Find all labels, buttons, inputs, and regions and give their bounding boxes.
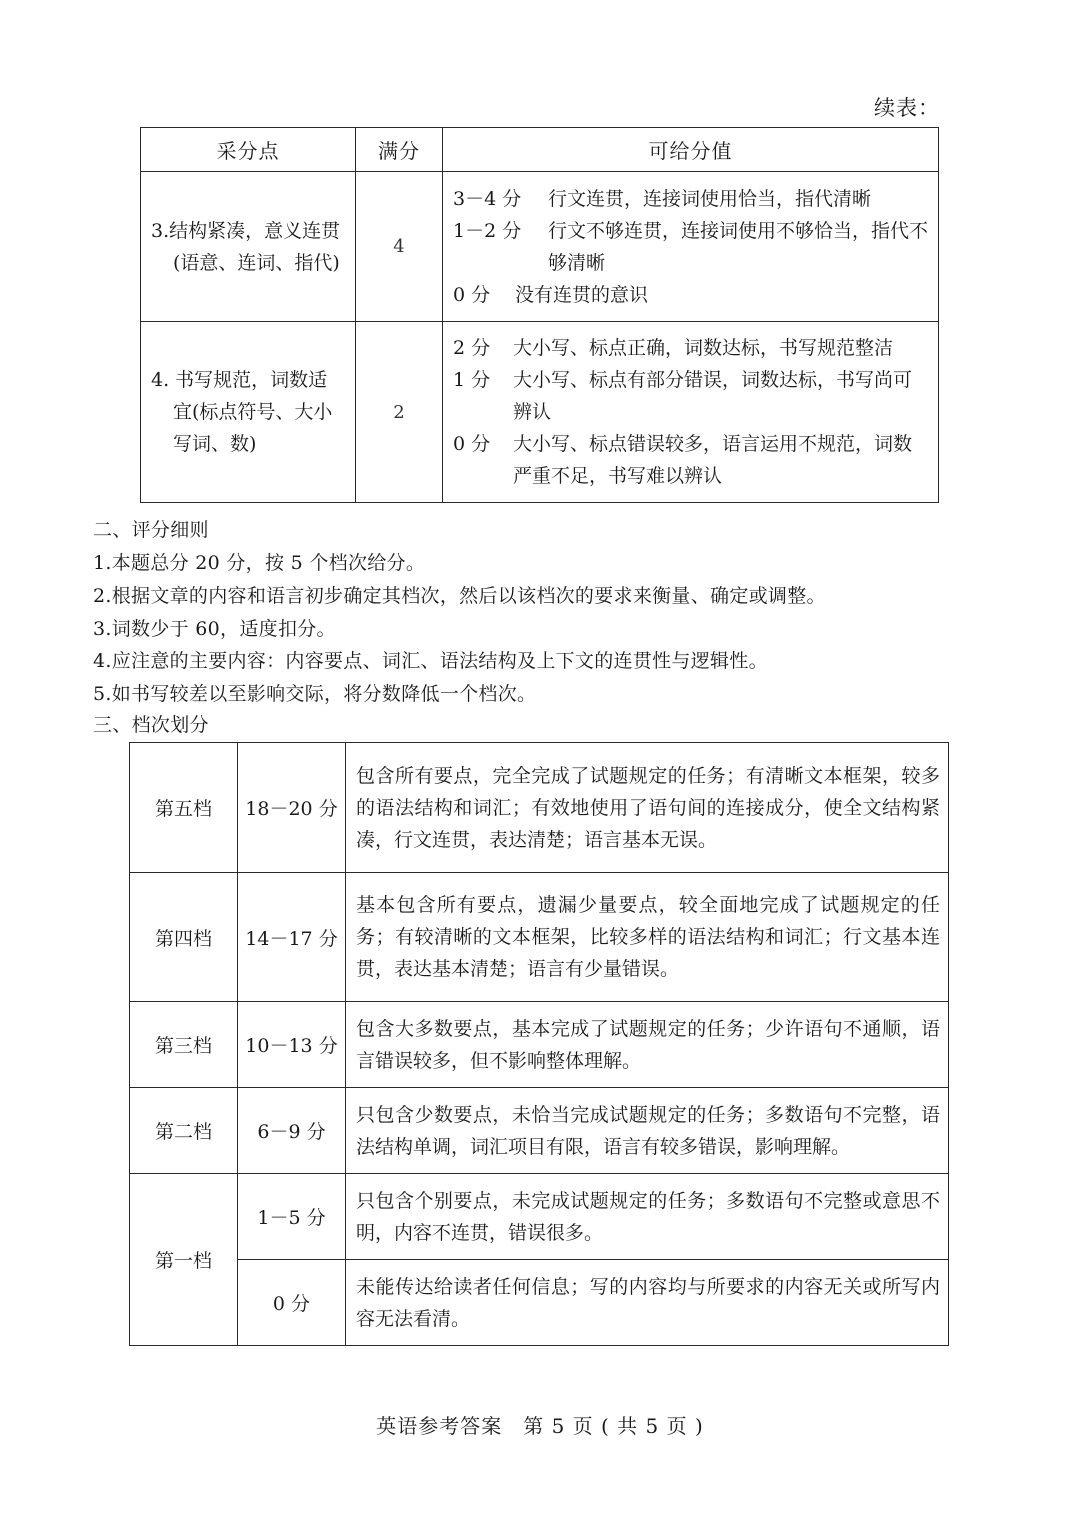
range-cell: 18－20 分 bbox=[238, 743, 346, 873]
full-score-cell: 2 bbox=[356, 322, 443, 503]
score-label: 3－4 分 bbox=[453, 187, 522, 210]
score-text: 行文不够连贯，连接词使用不够恰当，指代不够清晰 bbox=[548, 219, 929, 274]
table-row bbox=[130, 1174, 949, 1260]
scoring-points-table bbox=[140, 127, 939, 503]
score-item bbox=[453, 332, 928, 364]
table-row bbox=[130, 1088, 949, 1174]
score-item bbox=[453, 215, 928, 279]
score-item bbox=[453, 364, 928, 428]
range-cell: 1－5 分 bbox=[238, 1174, 346, 1260]
table-header-row bbox=[141, 128, 939, 172]
table-row bbox=[141, 322, 939, 503]
score-text: 大小写、标点错误较多，语言运用不规范，词数严重不足，书写难以辨认 bbox=[513, 433, 913, 487]
score-text: 行文连贯，连接词使用恰当，指代清晰 bbox=[548, 187, 872, 210]
score-item bbox=[453, 183, 928, 215]
list-item: 5.如书写较差以至影响交际，将分数降低一个档次。 bbox=[93, 683, 537, 705]
level-cell: 第五档 bbox=[130, 743, 238, 873]
table-row bbox=[130, 743, 949, 873]
level-cell: 第三档 bbox=[130, 1002, 238, 1088]
scoring-point-text: 3.结构紧凑，意义连贯(语意、连词、指代) bbox=[151, 219, 341, 274]
table-row bbox=[130, 873, 949, 1002]
list-item: 4.应注意的主要内容：内容要点、词汇、语法结构及上下文的连贯性与逻辑性。 bbox=[93, 650, 768, 672]
list-item: 1.本题总分 20 分，按 5 个档次给分。 bbox=[93, 552, 426, 574]
full-score-cell: 4 bbox=[356, 172, 443, 322]
page-footer: 英语参考答案 第 5 页 ( 共 5 页 ) bbox=[376, 1414, 704, 1438]
score-label: 2 分 bbox=[453, 337, 491, 359]
table-row bbox=[141, 172, 939, 322]
score-values-cell bbox=[443, 172, 939, 322]
range-cell: 14－17 分 bbox=[238, 873, 346, 1002]
score-item bbox=[453, 279, 928, 311]
level-cell: 第一档 bbox=[130, 1174, 238, 1346]
score-label: 0 分 bbox=[453, 283, 491, 306]
description-cell: 基本包含所有要点，遗漏少量要点，较全面地完成了试题规定的任务；有较清晰的文本框架，比较多样的语法结构和词汇；行文基本连贯，表达基本清楚；语言有少量错误。 bbox=[346, 873, 949, 1002]
table-row bbox=[130, 1002, 949, 1088]
scoring-point-cell bbox=[141, 322, 356, 503]
continued-label: 续表： bbox=[874, 96, 940, 120]
range-cell: 6－9 分 bbox=[238, 1088, 346, 1174]
list-item: 3.词数少于 60，适度扣分。 bbox=[93, 618, 336, 640]
description-cell: 包含所有要点，完全完成了试题规定的任务；有清晰文本框架，较多的语法结构和词汇；有效地使用了语句间的连接成分，使全文结构紧凑，行文连贯，表达清楚；语言基本无误。 bbox=[346, 743, 949, 873]
header-score-values: 可给分值 bbox=[443, 128, 939, 172]
range-cell: 10－13 分 bbox=[238, 1002, 346, 1088]
description-cell: 包含大多数要点，基本完成了试题规定的任务；少许语句不通顺，语言错误较多，但不影响整体理解。 bbox=[346, 1002, 949, 1088]
score-item bbox=[453, 428, 928, 492]
score-text: 没有连贯的意识 bbox=[515, 283, 649, 306]
score-label: 1－2 分 bbox=[453, 219, 522, 242]
description-cell: 只包含个别要点，未完成试题规定的任务；多数语句不完整或意思不明，内容不连贯，错误很多。 bbox=[346, 1174, 949, 1260]
score-label: 1 分 bbox=[453, 369, 491, 391]
score-text: 大小写、标点有部分错误，词数达标，书写尚可辨认 bbox=[513, 369, 913, 423]
level-cell: 第四档 bbox=[130, 873, 238, 1002]
level-cell: 第二档 bbox=[130, 1088, 238, 1174]
score-values-cell bbox=[443, 322, 939, 503]
score-text: 大小写、标点正确，词数达标，书写规范整洁 bbox=[513, 337, 894, 359]
scoring-point-text: 4. 书写规范，词数适宜(标点符号、大小写词、数) bbox=[151, 369, 333, 455]
list-item: 2.根据文章的内容和语言初步确定其档次，然后以该档次的要求来衡量、确定或调整。 bbox=[93, 585, 826, 607]
description-cell: 未能传达给读者任何信息；写的内容均与所要求的内容无关或所写内容无法看清。 bbox=[346, 1260, 949, 1346]
section-title: 三、档次划分 bbox=[93, 714, 209, 736]
score-label: 0 分 bbox=[453, 433, 491, 455]
range-cell: 0 分 bbox=[238, 1260, 346, 1346]
grade-levels-table bbox=[129, 742, 949, 1346]
scoring-point-cell bbox=[141, 172, 356, 322]
section-title: 二、评分细则 bbox=[93, 519, 209, 541]
description-cell: 只包含少数要点，未恰当完成试题规定的任务；多数语句不完整，语法结构单调，词汇项目有限，语言有较多错误，影响理解。 bbox=[346, 1088, 949, 1174]
header-scoring-point: 采分点 bbox=[141, 128, 356, 172]
table-row bbox=[130, 1260, 949, 1346]
header-full-score: 满分 bbox=[356, 128, 443, 172]
